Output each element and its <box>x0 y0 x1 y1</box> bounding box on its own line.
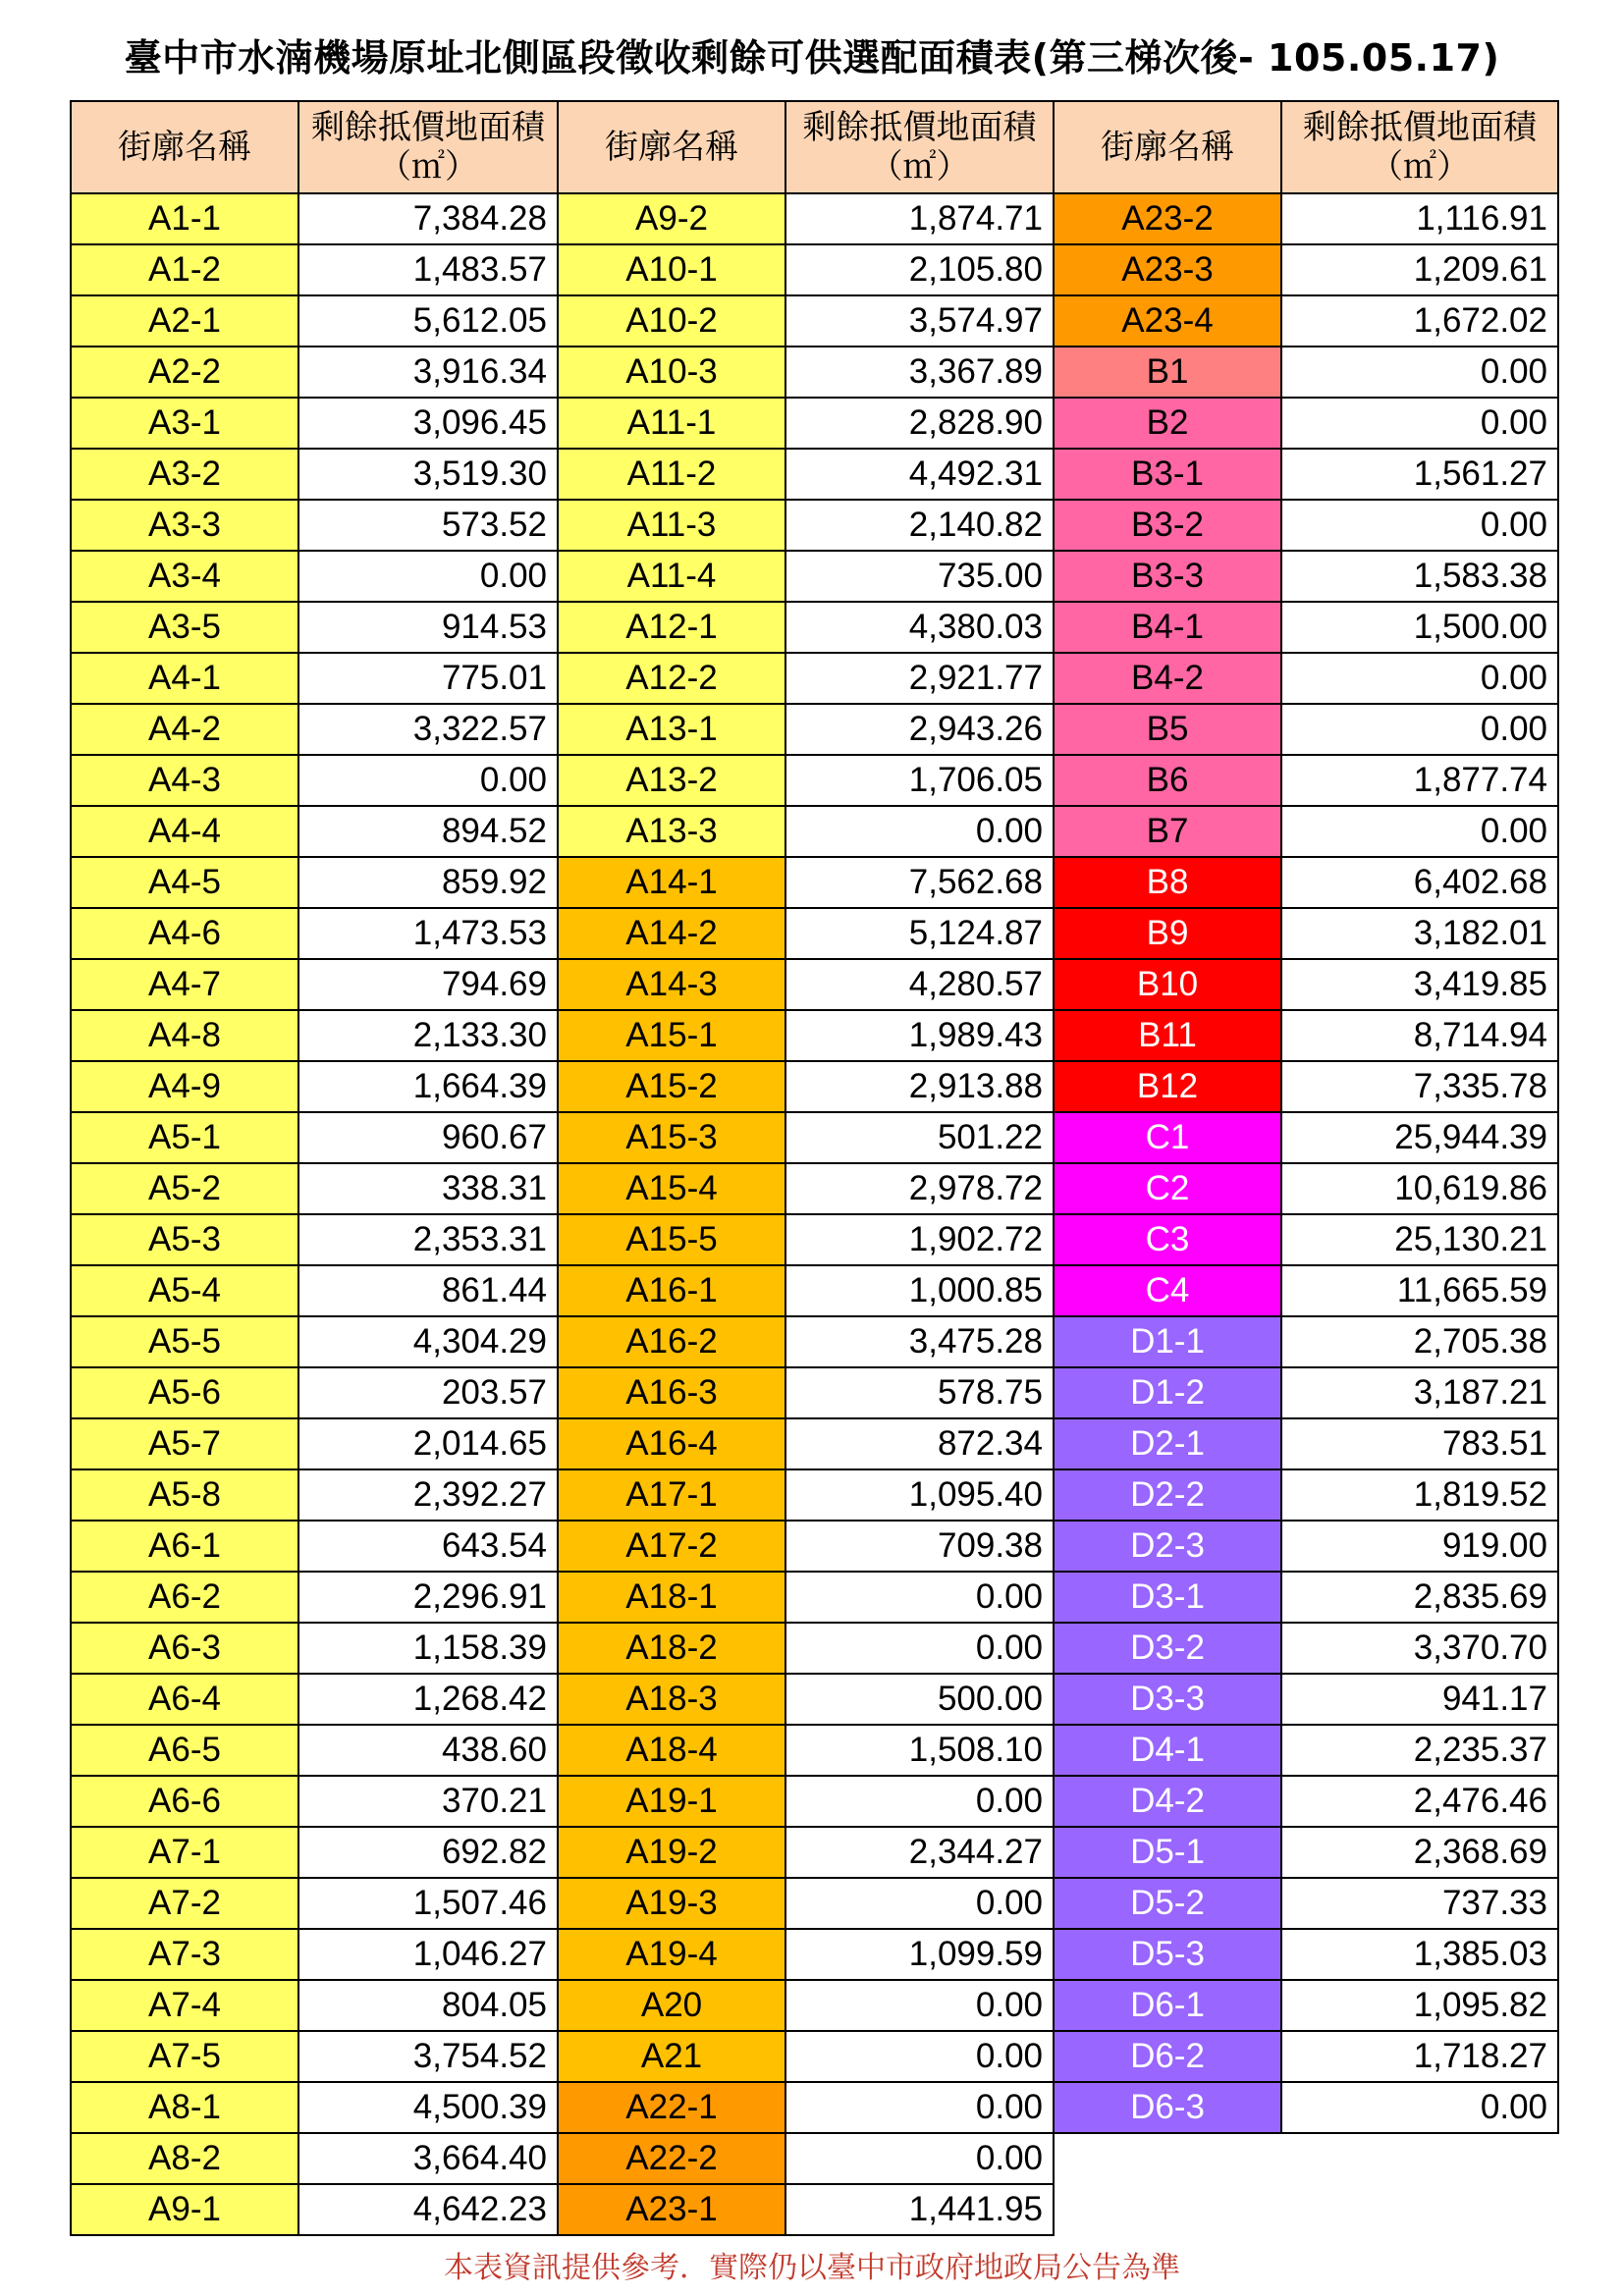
area-value-cell: 3,916.34 <box>298 347 558 398</box>
area-value-cell: 3,367.89 <box>785 347 1054 398</box>
block-name-cell: A9-2 <box>558 193 785 244</box>
block-name-cell: A17-1 <box>558 1469 785 1521</box>
area-value-cell: 794.69 <box>298 959 558 1010</box>
block-name-cell: D5-3 <box>1054 1929 1281 1980</box>
block-name-cell: A23-4 <box>1054 295 1281 347</box>
block-name-cell: D3-3 <box>1054 1674 1281 1725</box>
block-name-cell: A10-2 <box>558 295 785 347</box>
area-value-cell: 0.00 <box>785 1980 1054 2031</box>
area-value-cell: 1,095.82 <box>1281 1980 1558 2031</box>
block-name-cell: D1-2 <box>1054 1367 1281 1418</box>
block-name-cell: A11-4 <box>558 551 785 602</box>
block-name-cell: D4-1 <box>1054 1725 1281 1776</box>
area-value-cell: 0.00 <box>1281 398 1558 449</box>
area-value-cell: 3,322.57 <box>298 704 558 755</box>
block-name-cell: A5-8 <box>71 1469 298 1521</box>
area-value-cell: 872.34 <box>785 1418 1054 1469</box>
table-row <box>71 1214 1558 1265</box>
table-row <box>71 2082 1558 2133</box>
header-area-1: 剩餘抵價地面積 （㎡） <box>298 101 558 193</box>
area-value-cell: 10,619.86 <box>1281 1163 1558 1214</box>
block-name-cell: A13-3 <box>558 806 785 857</box>
area-value-cell: 1,209.61 <box>1281 244 1558 295</box>
table-row <box>71 602 1558 653</box>
table-row <box>71 1418 1558 1469</box>
table-row <box>71 1112 1558 1163</box>
area-value-cell: 3,419.85 <box>1281 959 1558 1010</box>
table-row <box>71 1010 1558 1061</box>
table-row <box>71 1878 1558 1929</box>
area-value-cell: 11,665.59 <box>1281 1265 1558 1316</box>
area-value-cell: 2,835.69 <box>1281 1572 1558 1623</box>
block-name-cell: A15-3 <box>558 1112 785 1163</box>
page-title: 臺中市水湳機場原址北側區段徵收剩餘可供選配面積表(第三梯次後- 105.05.17) <box>124 36 1500 80</box>
area-value-cell: 2,476.46 <box>1281 1776 1558 1827</box>
area-value-cell: 0.00 <box>785 2082 1054 2133</box>
block-name-cell: A4-2 <box>71 704 298 755</box>
area-value-cell: 1,718.27 <box>1281 2031 1558 2082</box>
block-name-cell: A7-4 <box>71 1980 298 2031</box>
table-row <box>71 500 1558 551</box>
area-value-cell: 1,095.40 <box>785 1469 1054 1521</box>
table-row <box>71 857 1558 908</box>
empty-cell <box>1281 2184 1558 2235</box>
empty-cell <box>1281 2133 1558 2184</box>
area-value-cell: 775.01 <box>298 653 558 704</box>
area-value-cell: 1,583.38 <box>1281 551 1558 602</box>
area-value-cell: 3,574.97 <box>785 295 1054 347</box>
block-name-cell: A12-2 <box>558 653 785 704</box>
block-name-cell: A3-3 <box>71 500 298 551</box>
empty-cell <box>1054 2184 1281 2235</box>
area-value-cell: 804.05 <box>298 1980 558 2031</box>
table-row <box>71 1623 1558 1674</box>
block-name-cell: D5-1 <box>1054 1827 1281 1878</box>
block-name-cell: D2-3 <box>1054 1521 1281 1572</box>
table-row <box>71 1469 1558 1521</box>
block-name-cell: A11-2 <box>558 449 785 500</box>
area-value-cell: 3,475.28 <box>785 1316 1054 1367</box>
block-name-cell: A3-2 <box>71 449 298 500</box>
block-name-cell: A12-1 <box>558 602 785 653</box>
table-row <box>71 1367 1558 1418</box>
block-name-cell: A14-3 <box>558 959 785 1010</box>
block-name-cell: A14-2 <box>558 908 785 959</box>
block-name-cell: A15-2 <box>558 1061 785 1112</box>
area-value-cell: 370.21 <box>298 1776 558 1827</box>
area-value-cell: 4,500.39 <box>298 2082 558 2133</box>
table-row <box>71 1265 1558 1316</box>
area-value-cell: 919.00 <box>1281 1521 1558 1572</box>
block-name-cell: B9 <box>1054 908 1281 959</box>
area-value-cell: 8,714.94 <box>1281 1010 1558 1061</box>
empty-cell <box>1054 2133 1281 2184</box>
block-name-cell: A6-4 <box>71 1674 298 1725</box>
area-value-cell: 0.00 <box>785 1623 1054 1674</box>
area-value-cell: 0.00 <box>1281 500 1558 551</box>
block-name-cell: A6-2 <box>71 1572 298 1623</box>
block-name-cell: A5-6 <box>71 1367 298 1418</box>
block-name-cell: A6-5 <box>71 1725 298 1776</box>
block-name-cell: A22-1 <box>558 2082 785 2133</box>
area-value-cell: 960.67 <box>298 1112 558 1163</box>
table-row <box>71 908 1558 959</box>
area-value-cell: 859.92 <box>298 857 558 908</box>
block-name-cell: A13-1 <box>558 704 785 755</box>
block-name-cell: B3-1 <box>1054 449 1281 500</box>
area-value-cell: 2,235.37 <box>1281 1725 1558 1776</box>
table-row <box>71 193 1558 244</box>
area-value-cell: 1,441.95 <box>785 2184 1054 2235</box>
table-row <box>71 1725 1558 1776</box>
area-value-cell: 3,096.45 <box>298 398 558 449</box>
area-value-cell: 1,902.72 <box>785 1214 1054 1265</box>
area-value-cell: 2,705.38 <box>1281 1316 1558 1367</box>
area-value-cell: 1,672.02 <box>1281 295 1558 347</box>
area-value-cell: 692.82 <box>298 1827 558 1878</box>
area-value-cell: 2,392.27 <box>298 1469 558 1521</box>
block-name-cell: A3-5 <box>71 602 298 653</box>
block-name-cell: A7-5 <box>71 2031 298 2082</box>
area-value-cell: 0.00 <box>1281 653 1558 704</box>
block-name-cell: D3-2 <box>1054 1623 1281 1674</box>
block-name-cell: A7-3 <box>71 1929 298 1980</box>
area-value-cell: 2,921.77 <box>785 653 1054 704</box>
block-name-cell: A5-2 <box>71 1163 298 1214</box>
area-value-cell: 1,268.42 <box>298 1674 558 1725</box>
block-name-cell: A5-3 <box>71 1214 298 1265</box>
block-name-cell: C1 <box>1054 1112 1281 1163</box>
area-value-cell: 4,380.03 <box>785 602 1054 653</box>
table-row <box>71 1061 1558 1112</box>
area-value-cell: 338.31 <box>298 1163 558 1214</box>
area-value-cell: 7,562.68 <box>785 857 1054 908</box>
block-name-cell: A2-1 <box>71 295 298 347</box>
block-name-cell: A15-1 <box>558 1010 785 1061</box>
block-name-cell: A18-3 <box>558 1674 785 1725</box>
remaining-area-table <box>70 100 1559 2236</box>
area-value-cell: 3,754.52 <box>298 2031 558 2082</box>
area-value-cell: 4,304.29 <box>298 1316 558 1367</box>
area-value-cell: 1,874.71 <box>785 193 1054 244</box>
area-value-cell: 3,182.01 <box>1281 908 1558 959</box>
block-name-cell: D1-1 <box>1054 1316 1281 1367</box>
header-block-name-3: 街廓名稱 <box>1054 101 1281 193</box>
area-value-cell: 0.00 <box>1281 806 1558 857</box>
area-value-cell: 2,368.69 <box>1281 1827 1558 1878</box>
block-name-cell: A23-3 <box>1054 244 1281 295</box>
area-value-cell: 709.38 <box>785 1521 1054 1572</box>
table-header-row <box>71 101 1558 193</box>
area-value-cell: 1,473.53 <box>298 908 558 959</box>
area-value-cell: 2,353.31 <box>298 1214 558 1265</box>
table-row <box>71 347 1558 398</box>
table-row <box>71 2031 1558 2082</box>
area-value-cell: 2,140.82 <box>785 500 1054 551</box>
block-name-cell: A15-5 <box>558 1214 785 1265</box>
area-value-cell: 1,819.52 <box>1281 1469 1558 1521</box>
area-value-cell: 578.75 <box>785 1367 1054 1418</box>
block-name-cell: A4-8 <box>71 1010 298 1061</box>
block-name-cell: C2 <box>1054 1163 1281 1214</box>
block-name-cell: A16-2 <box>558 1316 785 1367</box>
area-value-cell: 0.00 <box>785 2031 1054 2082</box>
block-name-cell: A18-2 <box>558 1623 785 1674</box>
block-name-cell: D2-1 <box>1054 1418 1281 1469</box>
header-block-name-2: 街廓名稱 <box>558 101 785 193</box>
area-value-cell: 0.00 <box>785 2133 1054 2184</box>
block-name-cell: A13-2 <box>558 755 785 806</box>
table-row <box>71 1572 1558 1623</box>
table-row <box>71 959 1558 1010</box>
area-value-cell: 573.52 <box>298 500 558 551</box>
area-value-cell: 1,877.74 <box>1281 755 1558 806</box>
block-name-cell: B3-2 <box>1054 500 1281 551</box>
block-name-cell: B2 <box>1054 398 1281 449</box>
area-value-cell: 735.00 <box>785 551 1054 602</box>
area-value-cell: 941.17 <box>1281 1674 1558 1725</box>
table-row <box>71 1827 1558 1878</box>
area-value-cell: 1,507.46 <box>298 1878 558 1929</box>
block-name-cell: B12 <box>1054 1061 1281 1112</box>
block-name-cell: A14-1 <box>558 857 785 908</box>
area-value-cell: 643.54 <box>298 1521 558 1572</box>
area-value-cell: 2,014.65 <box>298 1418 558 1469</box>
block-name-cell: D6-2 <box>1054 2031 1281 2082</box>
block-name-cell: A19-4 <box>558 1929 785 1980</box>
area-value-cell: 3,370.70 <box>1281 1623 1558 1674</box>
block-name-cell: B11 <box>1054 1010 1281 1061</box>
block-name-cell: A4-4 <box>71 806 298 857</box>
area-value-cell: 1,561.27 <box>1281 449 1558 500</box>
table-row <box>71 653 1558 704</box>
block-name-cell: A16-3 <box>558 1367 785 1418</box>
area-value-cell: 4,642.23 <box>298 2184 558 2235</box>
header-block-name-1: 街廓名稱 <box>71 101 298 193</box>
table-row <box>71 806 1558 857</box>
block-name-cell: B10 <box>1054 959 1281 1010</box>
area-value-cell: 1,046.27 <box>298 1929 558 1980</box>
table-row <box>71 551 1558 602</box>
header-area-3: 剩餘抵價地面積 （㎡） <box>1281 101 1558 193</box>
block-name-cell: A1-1 <box>71 193 298 244</box>
area-value-cell: 0.00 <box>298 755 558 806</box>
block-name-cell: A10-1 <box>558 244 785 295</box>
block-name-cell: A4-9 <box>71 1061 298 1112</box>
area-value-cell: 2,133.30 <box>298 1010 558 1061</box>
block-name-cell: A7-1 <box>71 1827 298 1878</box>
area-value-cell: 861.44 <box>298 1265 558 1316</box>
area-value-cell: 25,130.21 <box>1281 1214 1558 1265</box>
area-value-cell: 6,402.68 <box>1281 857 1558 908</box>
area-value-cell: 1,483.57 <box>298 244 558 295</box>
area-value-cell: 3,187.21 <box>1281 1367 1558 1418</box>
area-value-cell: 1,989.43 <box>785 1010 1054 1061</box>
block-name-cell: D6-1 <box>1054 1980 1281 2031</box>
block-name-cell: D3-1 <box>1054 1572 1281 1623</box>
table-row <box>71 1929 1558 1980</box>
area-value-cell: 5,612.05 <box>298 295 558 347</box>
block-name-cell: B4-2 <box>1054 653 1281 704</box>
area-value-cell: 2,296.91 <box>298 1572 558 1623</box>
block-name-cell: A22-2 <box>558 2133 785 2184</box>
block-name-cell: A17-2 <box>558 1521 785 1572</box>
area-value-cell: 203.57 <box>298 1367 558 1418</box>
area-value-cell: 894.52 <box>298 806 558 857</box>
block-name-cell: A15-4 <box>558 1163 785 1214</box>
area-value-cell: 438.60 <box>298 1725 558 1776</box>
area-value-cell: 4,280.57 <box>785 959 1054 1010</box>
block-name-cell: A4-6 <box>71 908 298 959</box>
block-name-cell: A5-5 <box>71 1316 298 1367</box>
block-name-cell: A19-3 <box>558 1878 785 1929</box>
block-name-cell: A23-2 <box>1054 193 1281 244</box>
block-name-cell: C4 <box>1054 1265 1281 1316</box>
area-value-cell: 1,385.03 <box>1281 1929 1558 1980</box>
table-row <box>71 398 1558 449</box>
block-name-cell: A8-2 <box>71 2133 298 2184</box>
area-value-cell: 914.53 <box>298 602 558 653</box>
table-row <box>71 295 1558 347</box>
area-value-cell: 1,664.39 <box>298 1061 558 1112</box>
area-value-cell: 0.00 <box>785 806 1054 857</box>
area-value-cell: 3,519.30 <box>298 449 558 500</box>
table-row <box>71 1163 1558 1214</box>
block-name-cell: D4-2 <box>1054 1776 1281 1827</box>
area-value-cell: 2,105.80 <box>785 244 1054 295</box>
block-name-cell: A21 <box>558 2031 785 2082</box>
block-name-cell: D2-2 <box>1054 1469 1281 1521</box>
block-name-cell: A18-4 <box>558 1725 785 1776</box>
block-name-cell: A19-2 <box>558 1827 785 1878</box>
area-value-cell: 1,099.59 <box>785 1929 1054 1980</box>
area-value-cell: 1,116.91 <box>1281 193 1558 244</box>
table-row <box>71 704 1558 755</box>
block-name-cell: A19-1 <box>558 1776 785 1827</box>
area-value-cell: 0.00 <box>298 551 558 602</box>
area-value-cell: 25,944.39 <box>1281 1112 1558 1163</box>
area-value-cell: 500.00 <box>785 1674 1054 1725</box>
block-name-cell: A6-1 <box>71 1521 298 1572</box>
area-value-cell: 501.22 <box>785 1112 1054 1163</box>
table-row <box>71 1776 1558 1827</box>
area-value-cell: 0.00 <box>785 1572 1054 1623</box>
block-name-cell: A2-2 <box>71 347 298 398</box>
block-name-cell: B5 <box>1054 704 1281 755</box>
block-name-cell: A9-1 <box>71 2184 298 2235</box>
area-value-cell: 0.00 <box>1281 2082 1558 2133</box>
block-name-cell: A11-1 <box>558 398 785 449</box>
area-value-cell: 7,384.28 <box>298 193 558 244</box>
block-name-cell: A4-1 <box>71 653 298 704</box>
table-row <box>71 244 1558 295</box>
footnote: 本表資訊提供參考．實際仍以臺中市政府地政局公告為準 <box>444 2251 1180 2285</box>
block-name-cell: A5-4 <box>71 1265 298 1316</box>
area-value-cell: 2,978.72 <box>785 1163 1054 1214</box>
block-name-cell: B8 <box>1054 857 1281 908</box>
area-value-cell: 4,492.31 <box>785 449 1054 500</box>
block-name-cell: D5-2 <box>1054 1878 1281 1929</box>
block-name-cell: A18-1 <box>558 1572 785 1623</box>
block-name-cell: C3 <box>1054 1214 1281 1265</box>
area-value-cell: 5,124.87 <box>785 908 1054 959</box>
block-name-cell: A10-3 <box>558 347 785 398</box>
block-name-cell: A11-3 <box>558 500 785 551</box>
block-name-cell: A4-5 <box>71 857 298 908</box>
area-value-cell: 2,828.90 <box>785 398 1054 449</box>
block-name-cell: A3-4 <box>71 551 298 602</box>
area-value-cell: 1,158.39 <box>298 1623 558 1674</box>
block-name-cell: A6-6 <box>71 1776 298 1827</box>
area-value-cell: 1,500.00 <box>1281 602 1558 653</box>
header-area-2: 剩餘抵價地面積 （㎡） <box>785 101 1054 193</box>
table-row <box>71 755 1558 806</box>
block-name-cell: B3-3 <box>1054 551 1281 602</box>
area-value-cell: 0.00 <box>1281 347 1558 398</box>
area-value-cell: 7,335.78 <box>1281 1061 1558 1112</box>
block-name-cell: A3-1 <box>71 398 298 449</box>
table-row <box>71 2184 1558 2235</box>
block-name-cell: A4-7 <box>71 959 298 1010</box>
table-row <box>71 449 1558 500</box>
block-name-cell: A20 <box>558 1980 785 2031</box>
block-name-cell: B6 <box>1054 755 1281 806</box>
block-name-cell: A16-1 <box>558 1265 785 1316</box>
area-value-cell: 783.51 <box>1281 1418 1558 1469</box>
area-value-cell: 1,000.85 <box>785 1265 1054 1316</box>
block-name-cell: A1-2 <box>71 244 298 295</box>
block-name-cell: A4-3 <box>71 755 298 806</box>
area-value-cell: 1,508.10 <box>785 1725 1054 1776</box>
table-row <box>71 1316 1558 1367</box>
area-value-cell: 3,664.40 <box>298 2133 558 2184</box>
block-name-cell: A5-1 <box>71 1112 298 1163</box>
area-value-cell: 2,943.26 <box>785 704 1054 755</box>
table-row <box>71 1980 1558 2031</box>
block-name-cell: B4-1 <box>1054 602 1281 653</box>
block-name-cell: A8-1 <box>71 2082 298 2133</box>
area-value-cell: 1,706.05 <box>785 755 1054 806</box>
block-name-cell: A7-2 <box>71 1878 298 1929</box>
table-row <box>71 1521 1558 1572</box>
block-name-cell: A6-3 <box>71 1623 298 1674</box>
block-name-cell: B1 <box>1054 347 1281 398</box>
area-value-cell: 0.00 <box>785 1878 1054 1929</box>
block-name-cell: A23-1 <box>558 2184 785 2235</box>
block-name-cell: A16-4 <box>558 1418 785 1469</box>
table-row <box>71 1674 1558 1725</box>
block-name-cell: A5-7 <box>71 1418 298 1469</box>
area-value-cell: 0.00 <box>785 1776 1054 1827</box>
area-value-cell: 0.00 <box>1281 704 1558 755</box>
block-name-cell: B7 <box>1054 806 1281 857</box>
area-value-cell: 2,913.88 <box>785 1061 1054 1112</box>
area-value-cell: 2,344.27 <box>785 1827 1054 1878</box>
table-row <box>71 2133 1558 2184</box>
area-value-cell: 737.33 <box>1281 1878 1558 1929</box>
block-name-cell: D6-3 <box>1054 2082 1281 2133</box>
